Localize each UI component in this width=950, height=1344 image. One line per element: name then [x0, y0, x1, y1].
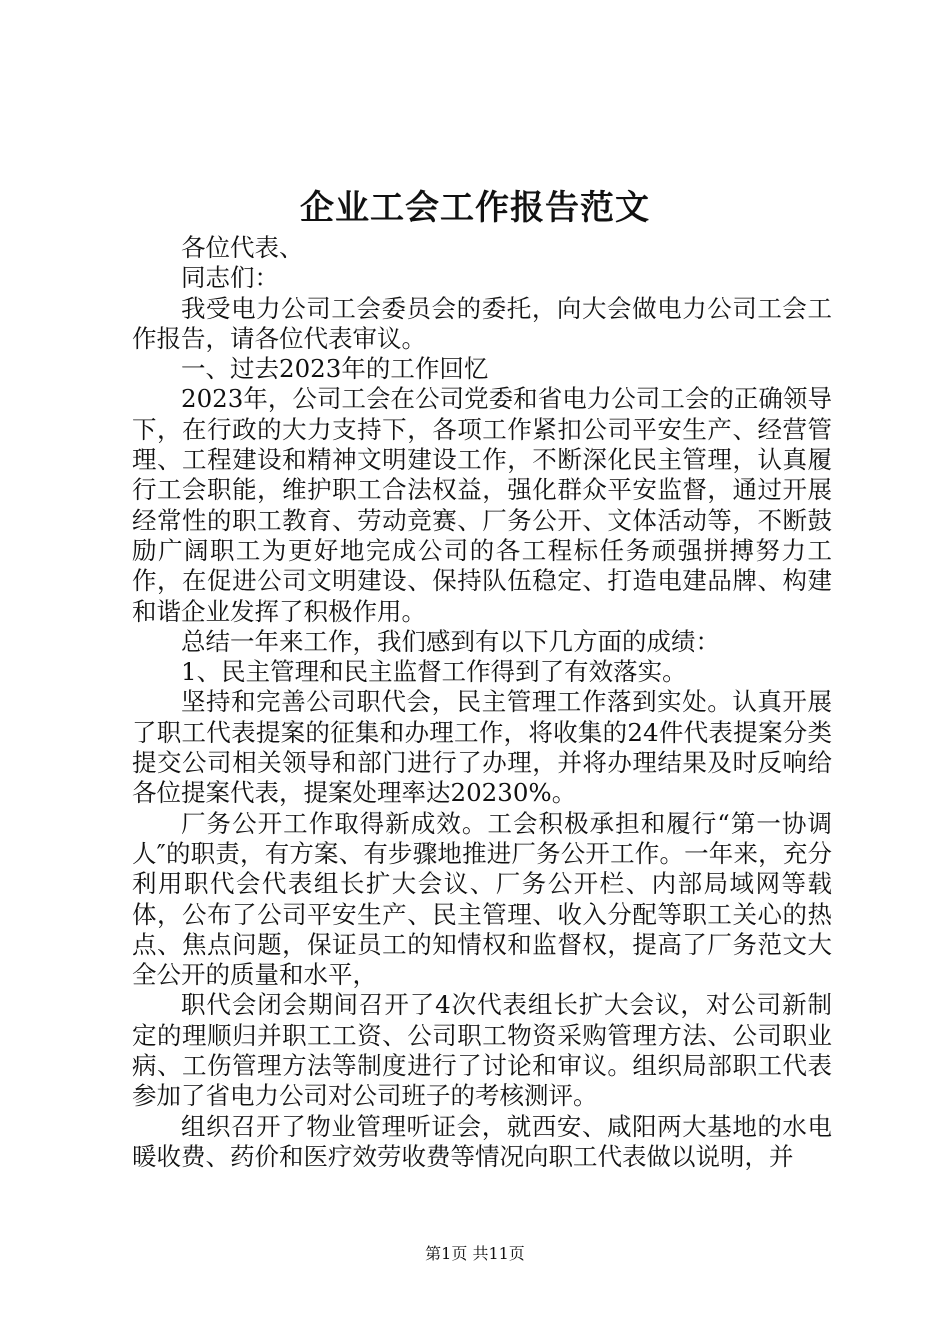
document-body	[132, 233, 832, 1172]
intro-paragraph: 我受电力公司工会委员会的委托，向大会做电力公司工会工作报告，请各位代表审议。	[132, 293, 832, 353]
body-paragraph: 组织召开了物业管理听证会，就西安、咸阳两大基地的水电暖收费、药价和医疗效劳收费等情况向职工代表做以说明，并	[132, 1111, 832, 1171]
document-title: 企业工会工作报告范文	[300, 188, 650, 228]
body-paragraph: 总结一年来工作，我们感到有以下几方面的成绩：	[181, 626, 720, 656]
body-paragraph: 厂务公开工作取得新成效。工会积极承担和履行“第一协调人″的职责，有方案、有步骤地推进厂务公开工作。一年来，充分利用职代会代表组长扩大会议、厂务公开栏、内部局域网等载体，公布了公司平安生产、民主管理、收入分配等职工关心的热点、焦点问题，保证员工的知情权和监督权，提高了厂务范文大全公开的质量和水平，	[132, 808, 832, 990]
section-heading: 一、过去2023年的工作回忆	[181, 354, 489, 384]
salutation-representatives: 各位代表、	[181, 233, 304, 262]
salutation-comrades: 同志们：	[181, 263, 279, 293]
subsection-heading: 1、民主管理和民主监督工作得到了有效落实。	[181, 657, 687, 687]
page-number-footer: 第1页 共11页	[425, 1244, 525, 1263]
body-paragraph: 坚持和完善公司职代会，民主管理工作落到实处。认真开展了职工代表提案的征集和办理工作，将收集的24件代表提案分类提交公司相关领导和部门进行了办理，并将办理结果及时反响给各位提案代表，提案处理率达20230%。	[132, 687, 832, 808]
body-paragraph: 2023年，公司工会在公司党委和省电力公司工会的正确领导下，在行政的大力支持下，各项工作紧扣公司平安生产、经营管理、工程建设和精神文明建设工作，不断深化民主管理，认真履行工会职能，维护职工合法权益，强化群众平安监督，通过开展经常性的职工教育、劳动竞赛、厂务公开、文体活动等，不断鼓励广阔职工为更好地完成公司的各工程标任务顽强拼搏努力工作，在促进公司文明建设、保持队伍稳定、打造电建品牌、构建和谐企业发挥了积极作用。	[132, 384, 832, 626]
body-paragraph: 职代会闭会期间召开了4次代表组长扩大会议，对公司新制定的理顺归并职工工资、公司职工物资采购管理方法、公司职业病、工伤管理方法等制度进行了讨论和审议。组织局部职工代表参加了省电力公司对公司班子的考核测评。	[132, 990, 832, 1111]
